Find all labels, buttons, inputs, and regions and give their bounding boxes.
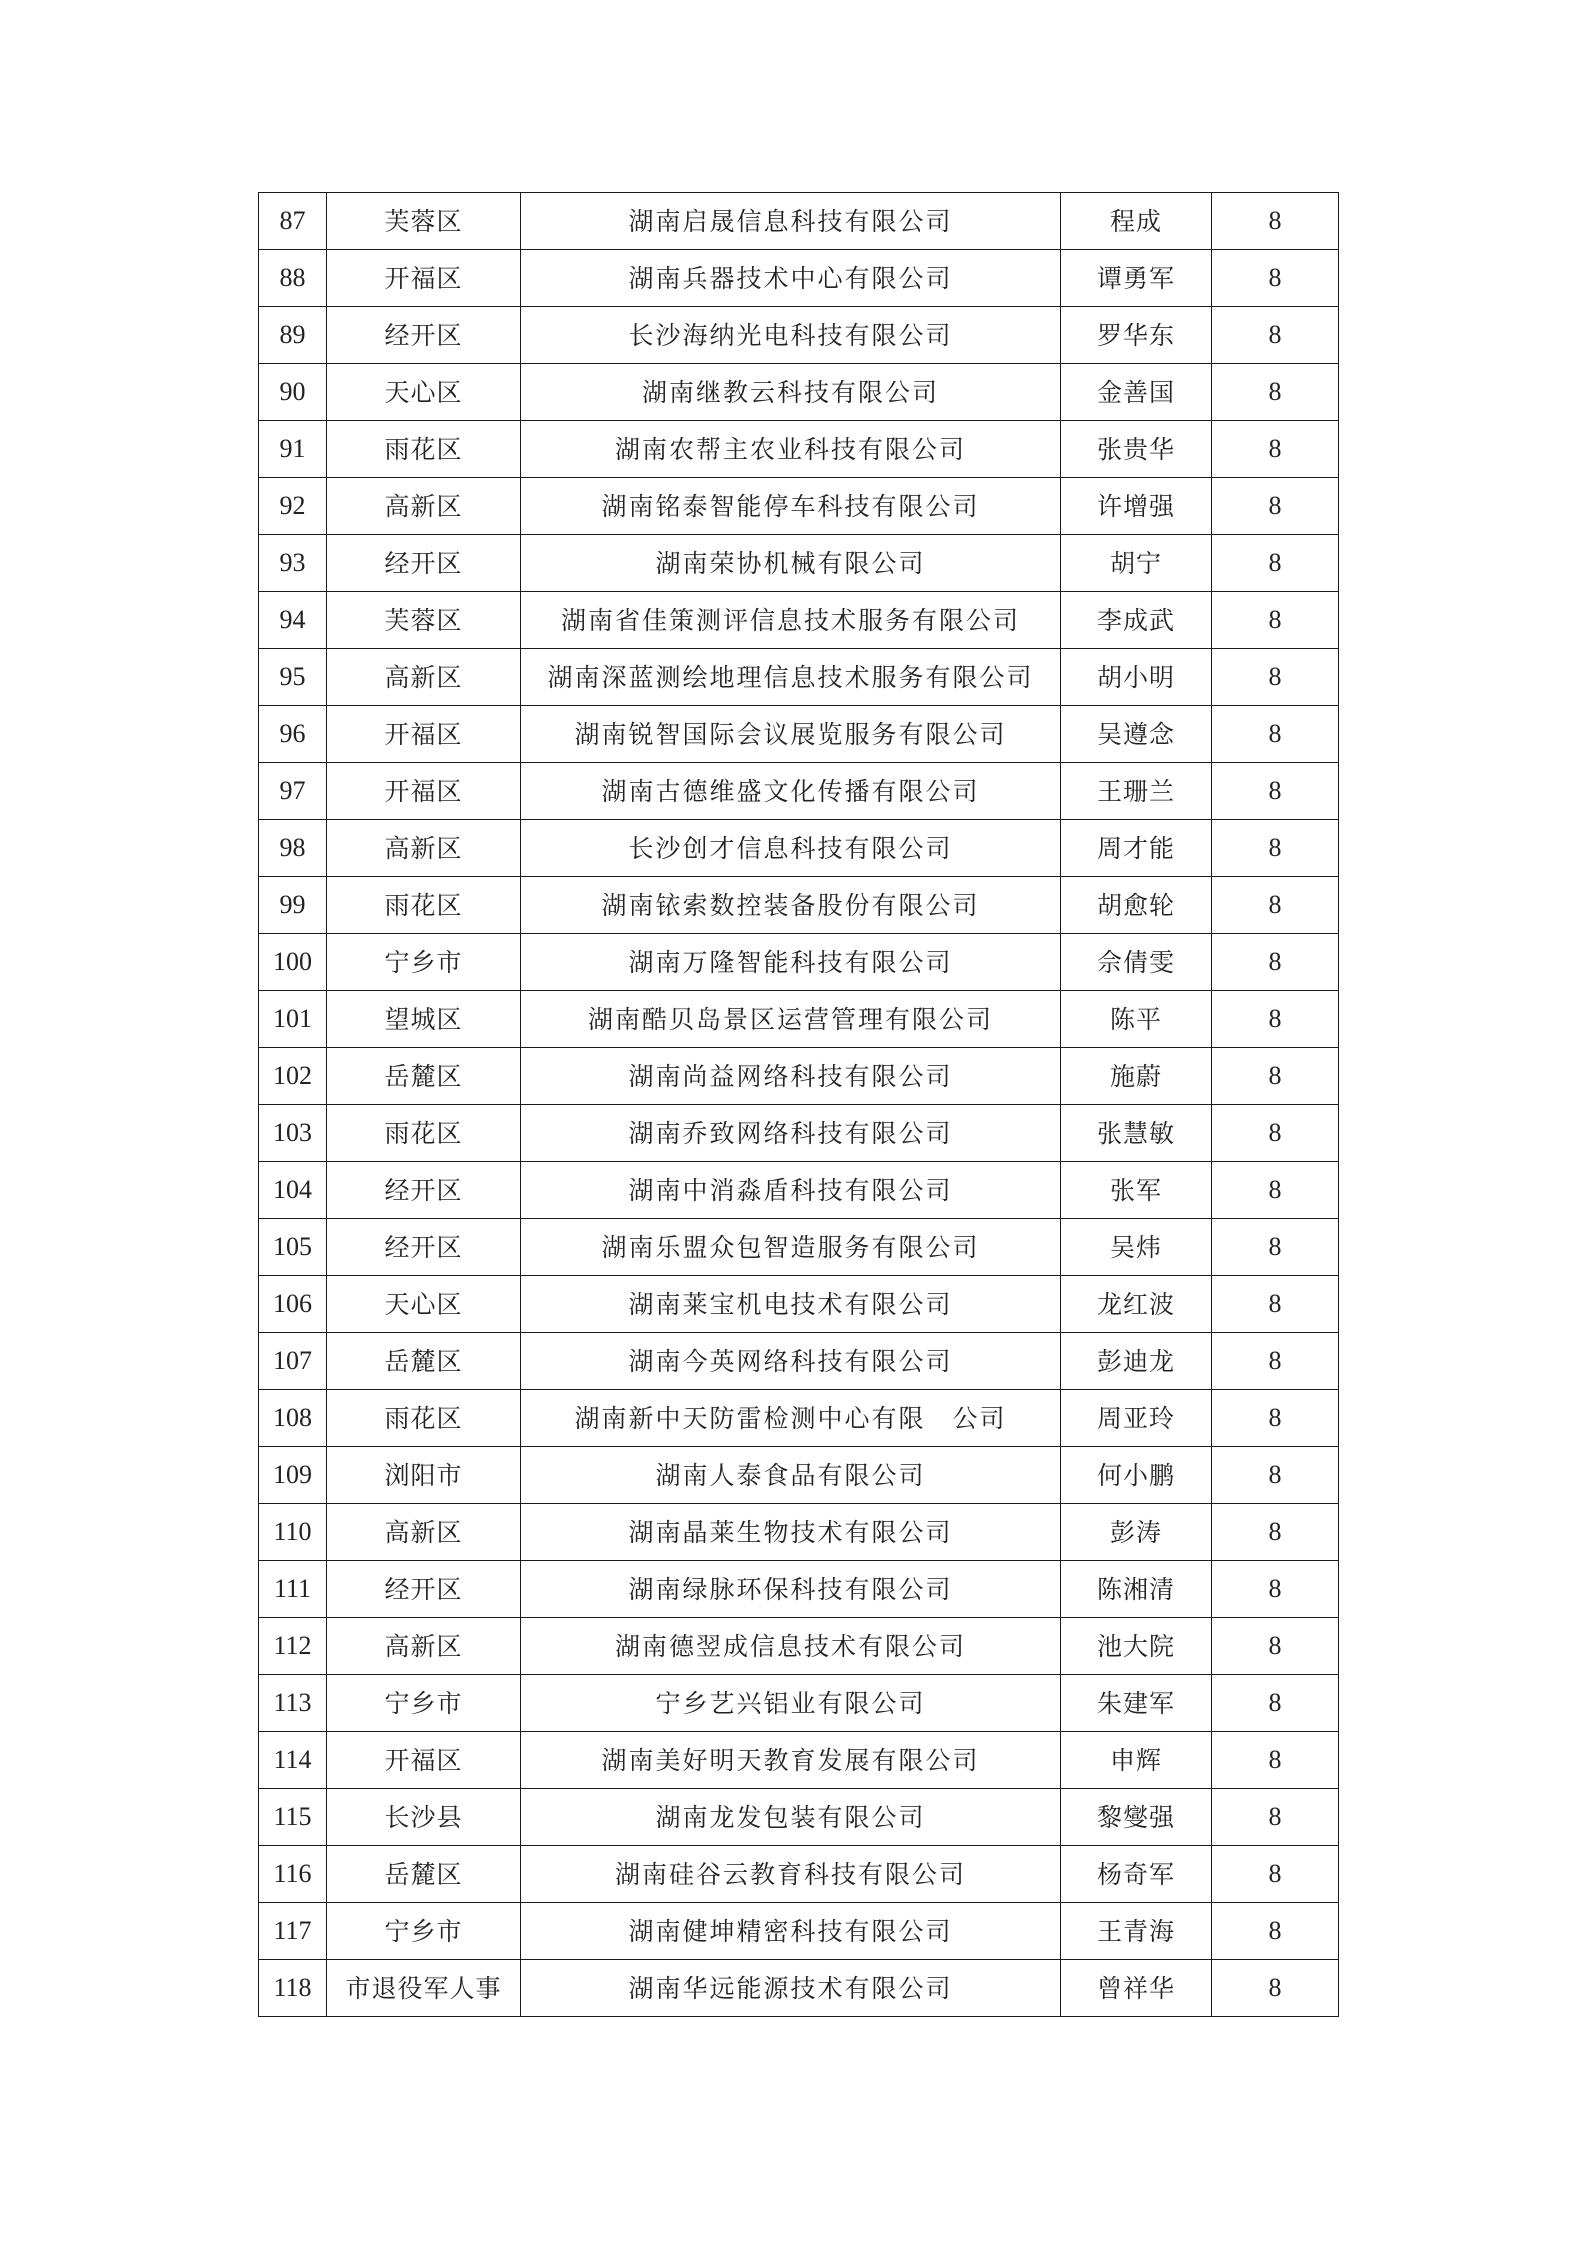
company-name-cell: 湖南新中天防雷检测中心有限 公司 xyxy=(521,1390,1061,1447)
table-row xyxy=(259,1390,1339,1447)
score-cell: 8 xyxy=(1212,1276,1339,1333)
district-cell: 望城区 xyxy=(327,991,521,1048)
district-cell: 经开区 xyxy=(327,1561,521,1618)
table-row xyxy=(259,820,1339,877)
district-cell: 天心区 xyxy=(327,1276,521,1333)
table-row xyxy=(259,1846,1339,1903)
row-number-cell: 106 xyxy=(259,1276,327,1333)
score-cell: 8 xyxy=(1212,877,1339,934)
contact-person-cell: 池大院 xyxy=(1061,1618,1212,1675)
contact-person-cell: 张贵华 xyxy=(1061,421,1212,478)
company-name-cell: 湖南乐盟众包智造服务有限公司 xyxy=(521,1219,1061,1276)
score-cell: 8 xyxy=(1212,1333,1339,1390)
district-cell: 岳麓区 xyxy=(327,1846,521,1903)
table-row xyxy=(259,763,1339,820)
district-cell: 开福区 xyxy=(327,706,521,763)
district-cell: 经开区 xyxy=(327,307,521,364)
row-number-cell: 110 xyxy=(259,1504,327,1561)
row-number-cell: 95 xyxy=(259,649,327,706)
score-cell: 8 xyxy=(1212,706,1339,763)
table-row xyxy=(259,1732,1339,1789)
score-cell: 8 xyxy=(1212,193,1339,250)
score-cell: 8 xyxy=(1212,1618,1339,1675)
table-row xyxy=(259,1618,1339,1675)
score-cell: 8 xyxy=(1212,1390,1339,1447)
contact-person-cell: 王珊兰 xyxy=(1061,763,1212,820)
table-row xyxy=(259,934,1339,991)
table-row xyxy=(259,1561,1339,1618)
district-cell: 高新区 xyxy=(327,1618,521,1675)
row-number-cell: 100 xyxy=(259,934,327,991)
row-number-cell: 88 xyxy=(259,250,327,307)
table-row xyxy=(259,592,1339,649)
score-cell: 8 xyxy=(1212,934,1339,991)
contact-person-cell: 彭涛 xyxy=(1061,1504,1212,1561)
row-number-cell: 87 xyxy=(259,193,327,250)
district-cell: 芙蓉区 xyxy=(327,193,521,250)
contact-person-cell: 许增强 xyxy=(1061,478,1212,535)
score-cell: 8 xyxy=(1212,1732,1339,1789)
contact-person-cell: 申辉 xyxy=(1061,1732,1212,1789)
company-name-cell: 湖南华远能源技术有限公司 xyxy=(521,1960,1061,2017)
row-number-cell: 102 xyxy=(259,1048,327,1105)
table-row xyxy=(259,307,1339,364)
company-name-cell: 湖南乔致网络科技有限公司 xyxy=(521,1105,1061,1162)
contact-person-cell: 周才能 xyxy=(1061,820,1212,877)
contact-person-cell: 胡小明 xyxy=(1061,649,1212,706)
district-cell: 宁乡市 xyxy=(327,1903,521,1960)
company-name-cell: 湖南铭泰智能停车科技有限公司 xyxy=(521,478,1061,535)
score-cell: 8 xyxy=(1212,592,1339,649)
row-number-cell: 90 xyxy=(259,364,327,421)
table-row xyxy=(259,1105,1339,1162)
contact-person-cell: 胡宁 xyxy=(1061,535,1212,592)
table-row xyxy=(259,706,1339,763)
company-name-cell: 湖南莱宝机电技术有限公司 xyxy=(521,1276,1061,1333)
contact-person-cell: 施蔚 xyxy=(1061,1048,1212,1105)
contact-person-cell: 程成 xyxy=(1061,193,1212,250)
document-table-container xyxy=(258,192,1338,2017)
contact-person-cell: 李成武 xyxy=(1061,592,1212,649)
table-row xyxy=(259,535,1339,592)
contact-person-cell: 陈平 xyxy=(1061,991,1212,1048)
row-number-cell: 118 xyxy=(259,1960,327,2017)
company-name-cell: 湖南万隆智能科技有限公司 xyxy=(521,934,1061,991)
table-row xyxy=(259,364,1339,421)
company-name-cell: 湖南晶莱生物技术有限公司 xyxy=(521,1504,1061,1561)
row-number-cell: 93 xyxy=(259,535,327,592)
table-row xyxy=(259,1789,1339,1846)
company-name-cell: 湖南兵器技术中心有限公司 xyxy=(521,250,1061,307)
score-cell: 8 xyxy=(1212,1675,1339,1732)
contact-person-cell: 吴炜 xyxy=(1061,1219,1212,1276)
score-cell: 8 xyxy=(1212,1561,1339,1618)
score-cell: 8 xyxy=(1212,1504,1339,1561)
table-row xyxy=(259,1960,1339,2017)
score-cell: 8 xyxy=(1212,991,1339,1048)
company-name-cell: 湖南铱索数控装备股份有限公司 xyxy=(521,877,1061,934)
row-number-cell: 101 xyxy=(259,991,327,1048)
row-number-cell: 97 xyxy=(259,763,327,820)
company-name-cell: 湖南健坤精密科技有限公司 xyxy=(521,1903,1061,1960)
company-name-cell: 长沙海纳光电科技有限公司 xyxy=(521,307,1061,364)
district-cell: 开福区 xyxy=(327,763,521,820)
score-cell: 8 xyxy=(1212,649,1339,706)
score-cell: 8 xyxy=(1212,478,1339,535)
company-name-cell: 湖南省佳策测评信息技术服务有限公司 xyxy=(521,592,1061,649)
contact-person-cell: 曾祥华 xyxy=(1061,1960,1212,2017)
table-row xyxy=(259,250,1339,307)
table-row xyxy=(259,421,1339,478)
company-name-cell: 宁乡艺兴铝业有限公司 xyxy=(521,1675,1061,1732)
company-name-cell: 湖南绿脉环保科技有限公司 xyxy=(521,1561,1061,1618)
row-number-cell: 98 xyxy=(259,820,327,877)
district-cell: 高新区 xyxy=(327,478,521,535)
district-cell: 经开区 xyxy=(327,1219,521,1276)
company-name-cell: 湖南深蓝测绘地理信息技术服务有限公司 xyxy=(521,649,1061,706)
company-name-cell: 长沙创才信息科技有限公司 xyxy=(521,820,1061,877)
score-cell: 8 xyxy=(1212,307,1339,364)
table-row xyxy=(259,478,1339,535)
district-cell: 雨花区 xyxy=(327,421,521,478)
score-cell: 8 xyxy=(1212,1789,1339,1846)
district-cell: 高新区 xyxy=(327,820,521,877)
contact-person-cell: 王青海 xyxy=(1061,1903,1212,1960)
score-cell: 8 xyxy=(1212,820,1339,877)
contact-person-cell: 罗华东 xyxy=(1061,307,1212,364)
district-cell: 经开区 xyxy=(327,535,521,592)
company-name-cell: 湖南中消淼盾科技有限公司 xyxy=(521,1162,1061,1219)
table-row xyxy=(259,193,1339,250)
score-cell: 8 xyxy=(1212,250,1339,307)
district-cell: 雨花区 xyxy=(327,1390,521,1447)
score-cell: 8 xyxy=(1212,1960,1339,2017)
district-cell: 开福区 xyxy=(327,1732,521,1789)
contact-person-cell: 何小鹏 xyxy=(1061,1447,1212,1504)
district-cell: 雨花区 xyxy=(327,1105,521,1162)
score-cell: 8 xyxy=(1212,1903,1339,1960)
contact-person-cell: 龙红波 xyxy=(1061,1276,1212,1333)
table-body xyxy=(259,193,1339,2017)
contact-person-cell: 佘倩雯 xyxy=(1061,934,1212,991)
contact-person-cell: 张慧敏 xyxy=(1061,1105,1212,1162)
score-cell: 8 xyxy=(1212,1048,1339,1105)
enterprise-list-table xyxy=(258,192,1339,2017)
district-cell: 芙蓉区 xyxy=(327,592,521,649)
row-number-cell: 109 xyxy=(259,1447,327,1504)
contact-person-cell: 彭迪龙 xyxy=(1061,1333,1212,1390)
district-cell: 经开区 xyxy=(327,1162,521,1219)
district-cell: 宁乡市 xyxy=(327,934,521,991)
district-cell: 岳麓区 xyxy=(327,1333,521,1390)
company-name-cell: 湖南继教云科技有限公司 xyxy=(521,364,1061,421)
district-cell: 市退役军人事 xyxy=(327,1960,521,2017)
row-number-cell: 112 xyxy=(259,1618,327,1675)
district-cell: 开福区 xyxy=(327,250,521,307)
score-cell: 8 xyxy=(1212,763,1339,820)
contact-person-cell: 朱建军 xyxy=(1061,1675,1212,1732)
company-name-cell: 湖南尚益网络科技有限公司 xyxy=(521,1048,1061,1105)
company-name-cell: 湖南美好明天教育发展有限公司 xyxy=(521,1732,1061,1789)
score-cell: 8 xyxy=(1212,535,1339,592)
district-cell: 浏阳市 xyxy=(327,1447,521,1504)
row-number-cell: 104 xyxy=(259,1162,327,1219)
contact-person-cell: 黎燮强 xyxy=(1061,1789,1212,1846)
company-name-cell: 湖南古德维盛文化传播有限公司 xyxy=(521,763,1061,820)
district-cell: 高新区 xyxy=(327,649,521,706)
contact-person-cell: 周亚玲 xyxy=(1061,1390,1212,1447)
contact-person-cell: 胡愈轮 xyxy=(1061,877,1212,934)
table-row xyxy=(259,1675,1339,1732)
row-number-cell: 116 xyxy=(259,1846,327,1903)
contact-person-cell: 金善国 xyxy=(1061,364,1212,421)
district-cell: 长沙县 xyxy=(327,1789,521,1846)
district-cell: 天心区 xyxy=(327,364,521,421)
row-number-cell: 108 xyxy=(259,1390,327,1447)
table-row xyxy=(259,1447,1339,1504)
company-name-cell: 湖南锐智国际会议展览服务有限公司 xyxy=(521,706,1061,763)
district-cell: 高新区 xyxy=(327,1504,521,1561)
table-row xyxy=(259,1276,1339,1333)
company-name-cell: 湖南人泰食品有限公司 xyxy=(521,1447,1061,1504)
score-cell: 8 xyxy=(1212,1105,1339,1162)
row-number-cell: 99 xyxy=(259,877,327,934)
contact-person-cell: 陈湘清 xyxy=(1061,1561,1212,1618)
row-number-cell: 117 xyxy=(259,1903,327,1960)
score-cell: 8 xyxy=(1212,1219,1339,1276)
score-cell: 8 xyxy=(1212,364,1339,421)
table-row xyxy=(259,1504,1339,1561)
contact-person-cell: 张军 xyxy=(1061,1162,1212,1219)
score-cell: 8 xyxy=(1212,1846,1339,1903)
row-number-cell: 105 xyxy=(259,1219,327,1276)
table-row xyxy=(259,1162,1339,1219)
table-row xyxy=(259,1048,1339,1105)
row-number-cell: 114 xyxy=(259,1732,327,1789)
district-cell: 宁乡市 xyxy=(327,1675,521,1732)
company-name-cell: 湖南硅谷云教育科技有限公司 xyxy=(521,1846,1061,1903)
table-row xyxy=(259,1219,1339,1276)
company-name-cell: 湖南启晟信息科技有限公司 xyxy=(521,193,1061,250)
row-number-cell: 91 xyxy=(259,421,327,478)
score-cell: 8 xyxy=(1212,1162,1339,1219)
row-number-cell: 103 xyxy=(259,1105,327,1162)
company-name-cell: 湖南农帮主农业科技有限公司 xyxy=(521,421,1061,478)
contact-person-cell: 杨奇军 xyxy=(1061,1846,1212,1903)
row-number-cell: 89 xyxy=(259,307,327,364)
company-name-cell: 湖南德翌成信息技术有限公司 xyxy=(521,1618,1061,1675)
contact-person-cell: 吴遵念 xyxy=(1061,706,1212,763)
district-cell: 岳麓区 xyxy=(327,1048,521,1105)
table-row xyxy=(259,877,1339,934)
row-number-cell: 94 xyxy=(259,592,327,649)
table-row xyxy=(259,1903,1339,1960)
score-cell: 8 xyxy=(1212,1447,1339,1504)
row-number-cell: 111 xyxy=(259,1561,327,1618)
row-number-cell: 115 xyxy=(259,1789,327,1846)
company-name-cell: 湖南今英网络科技有限公司 xyxy=(521,1333,1061,1390)
company-name-cell: 湖南荣协机械有限公司 xyxy=(521,535,1061,592)
table-row xyxy=(259,649,1339,706)
row-number-cell: 92 xyxy=(259,478,327,535)
table-row xyxy=(259,991,1339,1048)
row-number-cell: 96 xyxy=(259,706,327,763)
score-cell: 8 xyxy=(1212,421,1339,478)
row-number-cell: 113 xyxy=(259,1675,327,1732)
district-cell: 雨花区 xyxy=(327,877,521,934)
company-name-cell: 湖南龙发包装有限公司 xyxy=(521,1789,1061,1846)
company-name-cell: 湖南酷贝岛景区运营管理有限公司 xyxy=(521,991,1061,1048)
row-number-cell: 107 xyxy=(259,1333,327,1390)
table-row xyxy=(259,1333,1339,1390)
contact-person-cell: 谭勇军 xyxy=(1061,250,1212,307)
